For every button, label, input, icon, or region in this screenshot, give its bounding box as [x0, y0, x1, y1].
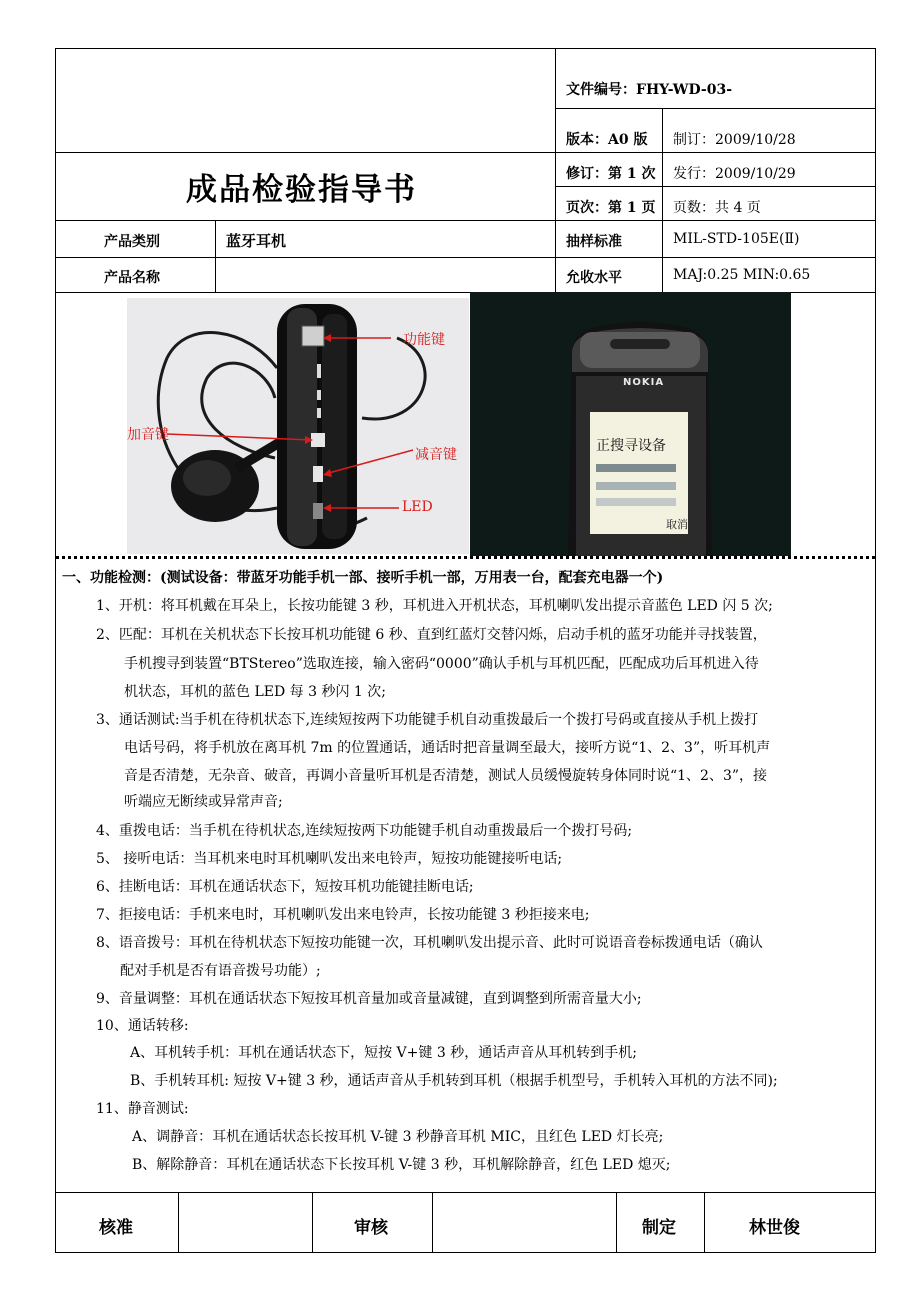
section-separator: [56, 556, 875, 559]
list-item: A、耳机转手机：耳机在通话状态下，短按 V+键 3 秒，通话声音从耳机转到手机;: [130, 1045, 637, 1061]
function-key-label: 功能键: [403, 332, 445, 348]
sampling-standard-label: 抽样标准: [566, 234, 622, 250]
phone-brand: NOKIA: [623, 377, 665, 388]
prepare-name: 林世俊: [749, 1218, 800, 1238]
list-item: 电话号码，将手机放在离耳机 7m 的位置通话，通话时把音量调至最大，接听方说“1、2、3”，听耳机声: [124, 740, 771, 756]
approve-label: 核准: [99, 1218, 133, 1238]
established-date: 制订：2009/10/28: [673, 132, 796, 148]
list-item: 音是否清楚，无杂音、破音，再调小音量听耳机是否清楚，测试人员缓慢旋转身体同时说“1、2、3”，接: [124, 768, 768, 784]
list-item: 听端应无断续或异常声音;: [124, 794, 283, 810]
product-category-label: 产品类别: [104, 234, 160, 250]
phone-screen-text: 正搜寻设备: [596, 438, 666, 454]
headset-photo: [127, 298, 469, 554]
list-item: 手机搜寻到装置“BTStereo”选取连接，输入密码“0000”确认手机与耳机匹配，匹配成功后耳机进入待: [124, 656, 759, 672]
grid-line: [432, 1192, 433, 1253]
list-item: 2、匹配：耳机在关机状态下长按耳机功能键 6 秒、直到红蓝灯交替闪烁，启动手机的蓝牙功能并寻找装置，: [96, 627, 767, 643]
list-item: B、手机转耳机: 短按 V+键 3 秒，通话声音从手机转到耳机（根据手机型号，手机转入耳机的方法不同);: [130, 1073, 778, 1089]
document-title: 成品检验指导书: [186, 172, 417, 208]
grid-line: [704, 1192, 705, 1253]
sampling-standard-value: MIL-STD-105E(Ⅱ): [673, 231, 800, 247]
product-category-value: 蓝牙耳机: [226, 232, 287, 250]
acceptance-level-value: MAJ:0.25 MIN:0.65: [673, 267, 811, 283]
list-item: A、调静音：耳机在通话状态长按耳机 V-键 3 秒静音耳机 MIC，且红色 LED 灯长亮;: [132, 1129, 664, 1145]
volume-up-label: 加音键: [127, 427, 169, 443]
grid-line: [616, 1192, 617, 1253]
grid-line: [55, 220, 876, 221]
list-item: 3、通话测试:当手机在待机状态下,连续短按两下功能键手机自动重拨最后一个拨打号码或直接从手机上拨打: [96, 712, 759, 728]
product-name-label: 产品名称: [104, 270, 160, 286]
version: 版本：A0 版: [566, 132, 648, 148]
list-item: 9、音量调整：耳机在通话状态下短按耳机音量加或音量减键，直到调整到所需音量大小;: [96, 991, 642, 1007]
list-item: B、解除静音：耳机在通话状态下长按耳机 V-键 3 秒，耳机解除静音，红色 LED 熄灭;: [132, 1157, 671, 1173]
list-item: 1、开机：将耳机戴在耳朵上，长按功能键 3 秒，耳机进入开机状态，耳机喇叭发出提示音蓝色 LED 闪 5 次;: [96, 598, 773, 614]
grid-line: [215, 220, 216, 292]
issued-date: 发行：2009/10/29: [673, 166, 796, 182]
review-label: 审核: [354, 1218, 388, 1238]
grid-line: [312, 1192, 313, 1253]
grid-line: [555, 186, 876, 187]
grid-line: [555, 108, 876, 109]
acceptance-level-label: 允收水平: [566, 270, 622, 286]
grid-line: [178, 1192, 179, 1253]
grid-line: [555, 48, 556, 292]
list-item: 11、静音测试:: [96, 1101, 189, 1117]
grid-line: [662, 108, 663, 220]
phone-photo: [470, 292, 791, 556]
prepare-label: 制定: [642, 1218, 676, 1238]
section-heading: 一、功能检测：(测试设备：带蓝牙功能手机一部、接听手机一部，万用表一台，配套充电器一个): [62, 570, 664, 586]
list-item: 配对手机是否有语音拨号功能）;: [120, 963, 321, 979]
list-item: 7、拒接电话：手机来电时，耳机喇叭发出来电铃声，长按功能键 3 秒拒接来电;: [96, 907, 590, 923]
grid-line: [55, 152, 876, 153]
list-item: 5、 接听电话：当耳机来电时耳机喇叭发出来电铃声，短按功能键接听电话;: [96, 851, 563, 867]
list-item: 6、挂断电话：耳机在通话状态下，短按耳机功能键挂断电话;: [96, 879, 474, 895]
led-label: LED: [402, 499, 433, 515]
list-item: 10、通话转移:: [96, 1018, 189, 1034]
page-number: 页次：第 1 页: [566, 200, 656, 216]
volume-down-label: 减音键: [415, 447, 457, 463]
doc-number: 文件编号：FHY-WD-03-: [566, 82, 733, 98]
phone-illustration: [470, 292, 791, 556]
list-item: 机状态，耳机的蓝色 LED 每 3 秒闪 1 次;: [124, 684, 386, 700]
page-count: 页数：共 4 页: [673, 200, 761, 216]
list-item: 8、语音拨号：耳机在待机状态下短按功能键一次，耳机喇叭发出提示音、此时可说语音卷标拨通电话（确认: [96, 935, 763, 951]
grid-line: [662, 220, 663, 292]
revision: 修订：第 1 次: [566, 166, 656, 182]
phone-softkey: 取消: [666, 518, 688, 531]
list-item: 4、重拨电话：当手机在待机状态,连续短按两下功能键手机自动重拨最后一个拨打号码;: [96, 823, 633, 839]
grid-line: [55, 257, 876, 258]
